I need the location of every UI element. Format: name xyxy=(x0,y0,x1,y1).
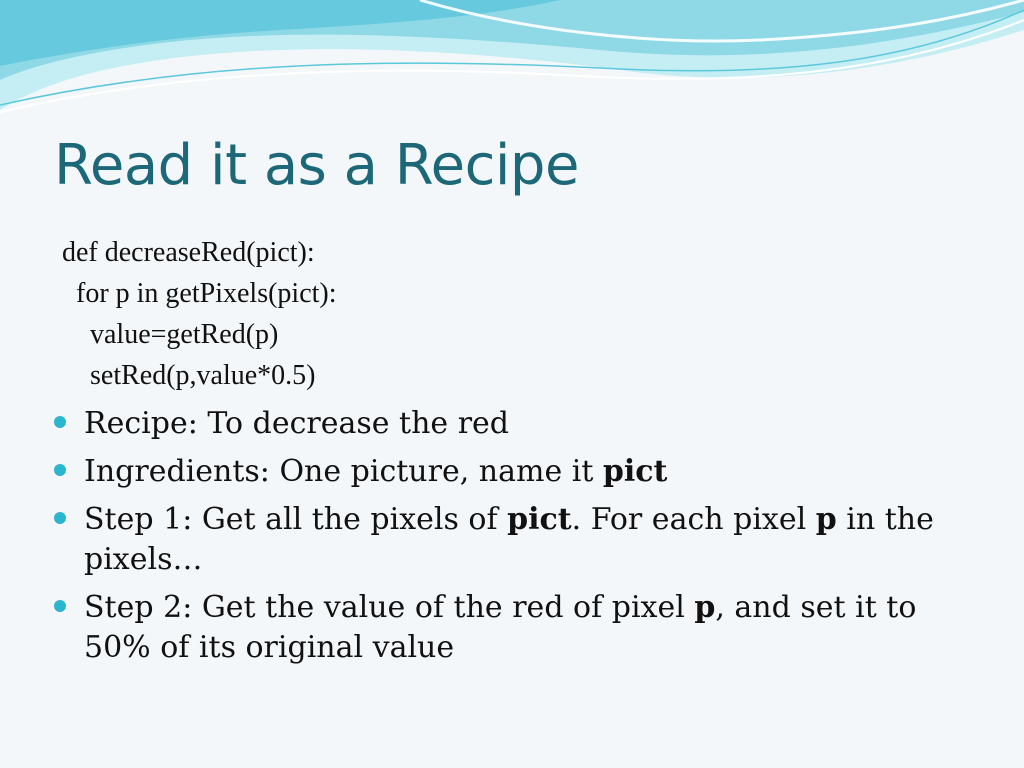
bullet-text: , and set it to 50% of its original value xyxy=(84,590,917,665)
bullet-text: Step 1: Get all the pixels of xyxy=(84,502,508,537)
code-block xyxy=(62,232,337,396)
bullet-text: . For each pixel xyxy=(571,502,816,537)
bullet-text: in the pixels… xyxy=(84,502,934,577)
code-line: for p in getPixels(pict): xyxy=(62,278,337,309)
bullet-text: Step 2: Get the value of the red of pixel xyxy=(84,590,695,625)
bullet-dot-icon xyxy=(54,464,66,476)
bullet-emphasis: p xyxy=(815,502,837,537)
code-line: setRed(p,value*0.5) xyxy=(62,360,316,391)
code-line: def decreaseRed(pict): xyxy=(62,237,315,268)
bullet-text: Ingredients: One picture, name it xyxy=(84,454,603,489)
code-line: value=getRed(p) xyxy=(62,319,279,350)
bullet-item xyxy=(52,588,982,668)
bullet-item xyxy=(52,500,982,580)
bullet-dot-icon xyxy=(54,512,66,524)
bullet-dot-icon xyxy=(54,600,66,612)
bullet-emphasis: p xyxy=(694,590,716,625)
bullet-list xyxy=(52,404,982,676)
bullet-dot-icon xyxy=(54,416,66,428)
bullet-emphasis: pict xyxy=(602,454,668,489)
slide-title: Read it as a Recipe xyxy=(54,133,579,198)
bullet-item xyxy=(52,404,982,444)
bullet-emphasis: pict xyxy=(507,502,572,537)
bullet-text: Recipe: To decrease the red xyxy=(84,406,510,441)
header-wave-decoration xyxy=(0,0,1024,130)
bullet-item xyxy=(52,452,982,492)
